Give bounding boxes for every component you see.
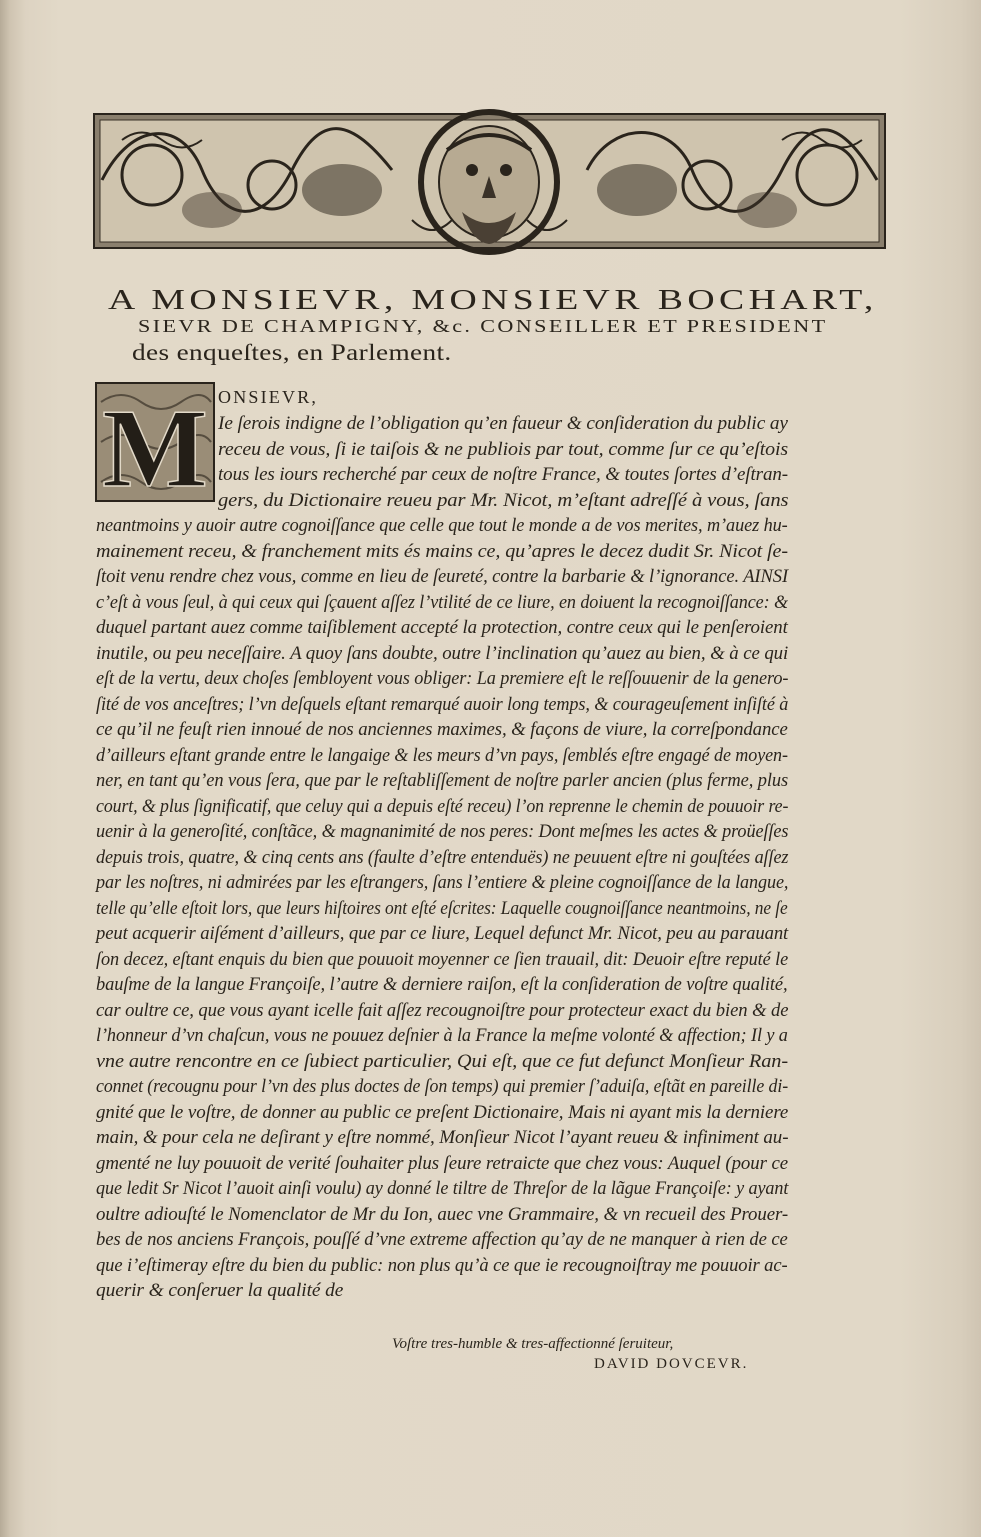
body-line: connet (recougnu pour l’vn des plus doctes de ſon temps) qui premier ſ’aduiſa, eſtãt en pareille di- bbox=[96, 1076, 789, 1097]
signature-name: DAVID DOVCEVR. bbox=[594, 1356, 749, 1372]
body-line: gnité que le voſtre, de donner au public ce preſent Dictionaire, Mais ni ayant mis la derniere bbox=[96, 1102, 789, 1123]
heading-line-1: A MONSIEVR, MONSIEVR BOCHART, bbox=[108, 284, 878, 316]
headpiece-ornament bbox=[92, 100, 887, 268]
body-line: receu de vous, ſi ie taiſois & ne publiois par tout, comme ſur ce qu’eſtois bbox=[218, 439, 789, 460]
body-line: telle qu’elle eſtoit lors, que leurs hiſtoires ont eſté eſcrites: Laquelle cougnoiſſance neantmoins, ne ſe bbox=[96, 898, 788, 919]
body-line: gers, du Dictionaire reueu par Mr. Nicot, m’eſtant adreſſé à vous, ſans bbox=[218, 490, 789, 511]
body-line: tous les iours recherché par ceux de noſtre France, & toutes ſortes d’eſtran- bbox=[218, 464, 788, 485]
body-line: peut acquerir aiſément d’ailleurs, que par ce liure, Lequel defunct Mr. Nicot, peu au parauant bbox=[96, 923, 789, 944]
body-line: bauſme de la langue Françoiſe, l’autre & derniere raiſon, eſt la conſideration de voſtre qualité, bbox=[96, 974, 788, 995]
body-line: gmenté ne luy pouuoit de verité ſouhaiter plus ſeure retraicte que chez vous: Auquel (pour ce bbox=[96, 1153, 789, 1174]
body-line: inutile, ou peu neceſſaire. A quoy ſans doubte, outre l’inclination qu’auez au bien, & à ce qui bbox=[96, 643, 789, 664]
body-line: l’honneur d’vn chaſcun, vous ne pouuez deſnier à la France la meſme volonté & affection; Il y a bbox=[96, 1025, 788, 1046]
body-line: par les noſtres, ni admirées par les eſtrangers, ſans l’entiere & pleine cognoiſſance de la langue, bbox=[96, 872, 789, 893]
body-line: duquel partant auez comme taiſiblement accepté la protection, contre ceux qui le penſeroient bbox=[96, 617, 788, 638]
body-line: Ie ſerois indigne de l’obligation qu’en faueur & conſideration du public ay bbox=[218, 413, 788, 434]
body-line: d’ailleurs eſtant grande entre le langaige & les meurs d’vn pays, ſemblés eſtre engagé de moyen- bbox=[96, 745, 788, 766]
heading-line-2: SIEVR DE CHAMPIGNY, &c. CONSEILLER ET PRESIDENT bbox=[138, 316, 828, 336]
body-line: neantmoins y auoir autre cognoiſſance que celle que tout le monde a de vos merites, m’auez hu- bbox=[96, 515, 788, 536]
body-line: uenir à la generoſité, conſtãce, & magnanimité de nos peres: Dont meſmes les actes & proüeſſes bbox=[96, 821, 789, 842]
body-line: ce qu’il ne feuſt rien innoué de nos anciennes maximes, & façons de viure, la correſpondance bbox=[96, 719, 788, 740]
body-line: court, & plus ſignificatif, que celuy qui a depuis eſté receu) l’on reprenne le chemin de pouuoir re- bbox=[96, 796, 789, 817]
body-line: ſtoit venu rendre chez vous, comme en lieu de ſeureté, contre la barbarie & l’ignorance. AINSI bbox=[96, 566, 789, 587]
body-line: main, & pour cela ne deſirant y eſtre nommé, Monſieur Nicot l’ayant reueu & infiniment au- bbox=[96, 1127, 789, 1148]
body-line: oultre adiouſté le Nomenclator de Mr du Ion, auec vne Grammaire, & vn recueil des Prouer- bbox=[96, 1204, 789, 1225]
signature-closing: Voſtre tres-humble & tres-affectionné ſeruiteur, bbox=[392, 1336, 674, 1352]
body-line: que i’eſtimeray eſtre du bien du public: non plus qu’à ce que ie recougnoiſtray me pouuoir ac- bbox=[96, 1255, 788, 1276]
body-line: mainement receu, & franchement mits és mains ce, qu’apres le decez dudit Sr. Nicot ſe- bbox=[96, 541, 788, 562]
body-line: bes de nos anciens François, pouſſé d’vne extreme affection qu’ay de ne manquer à rien de ce bbox=[96, 1229, 788, 1250]
body-line: querir & conſeruer la qualité de bbox=[96, 1280, 344, 1301]
decorated-initial bbox=[95, 382, 215, 502]
body-line: ner, en tant qu’en vous ſera, que par le reſtabliſſement de noſtre parler ancien (plus ferme, plus bbox=[96, 770, 789, 791]
body-line: c’eſt à vous ſeul, à qui ceux qui ſçauent aſſez l’vtilité de ce liure, en doiuent la recognoiſſance: & bbox=[96, 592, 789, 613]
dropcap-letter: M bbox=[102, 387, 208, 502]
body-line: ſité de vos anceſtres; l’vn deſquels eſtant remarqué auoir long temps, & courageuſement inſiſté à bbox=[96, 694, 789, 715]
body-line: depuis trois, quatre, & cinq cents ans (faulte d’eſtre entenduës) ne peuuent eſtre ni gouſtées aſſez bbox=[96, 847, 789, 868]
body-line: que ledit Sr Nicot l’auoit ainſi voulu) ay donné le tiltre de Threſor de la lãgue Françoiſe: y ayant bbox=[96, 1178, 789, 1199]
body-line: ſon decez, eſtant enquis du bien que pouuoit moyenner ce ſien trauail, dit: Deuoir eſtre reputé le bbox=[96, 949, 789, 970]
body-line: car oultre ce, que vous ayant icelle fait aſſez recougnoiſtre pour protecteur exact du bien & de bbox=[96, 1000, 789, 1021]
salutation: ONSIEVR, bbox=[218, 387, 319, 407]
body-line: vne autre rencontre en ce ſubiect particulier, Qui eſt, que ce fut defunct Monſieur Ran- bbox=[96, 1051, 788, 1072]
body-line: eſt de la vertu, deux choſes ſembloyent vous obliger: La premiere eſt le reſſouuenir de la genero- bbox=[96, 668, 789, 689]
heading-line-3: des enqueſtes, en Parlement. bbox=[132, 340, 452, 365]
